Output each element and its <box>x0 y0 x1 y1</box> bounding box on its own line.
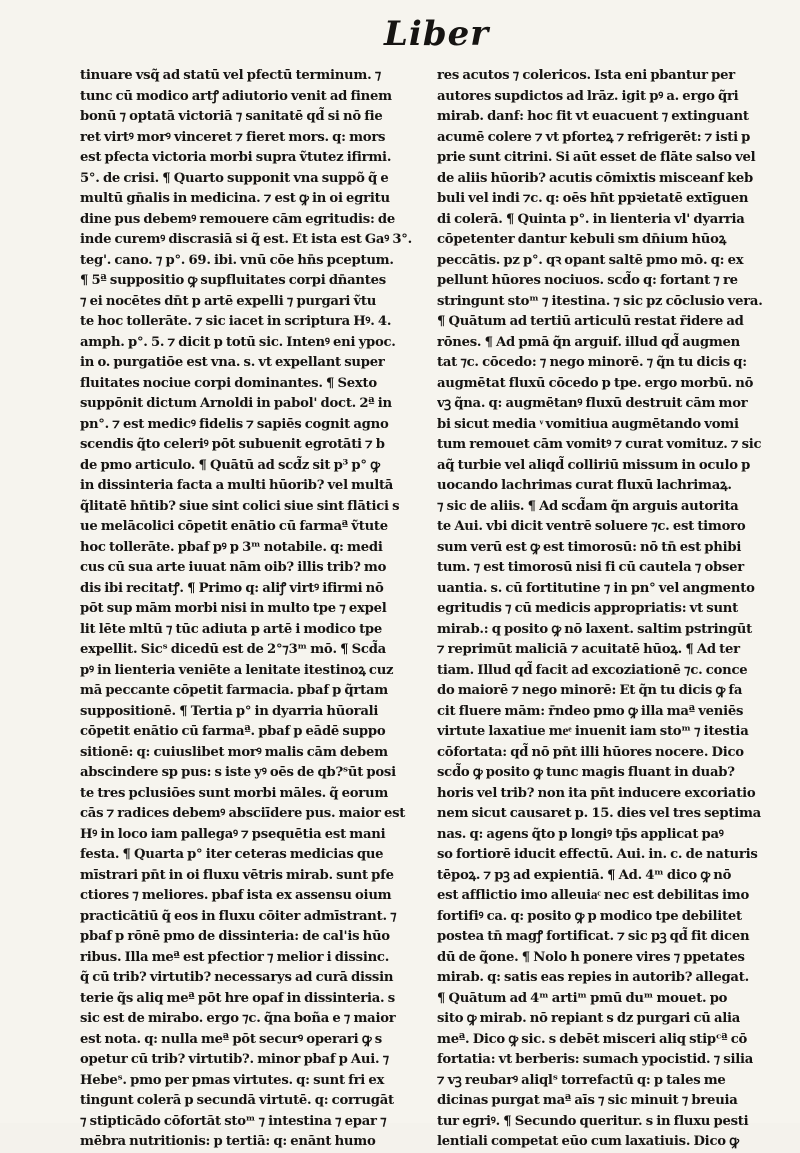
text-line: scendis q̃to celeriꝰ pōt subuenit egrotāti ⁊ b <box>80 437 385 452</box>
text-line: te tres pclusiōes sunt morbi māles. q̃ eorum <box>80 785 389 801</box>
text-line: ¶ Quātum ad tertiū articulū restat r̄idere ad <box>437 314 744 329</box>
text-line: est pfecta victoria morbi supra ṽtutez ifirmi. <box>80 150 392 165</box>
text-line: in o. purgatiōe est vna. s. vt expellant super <box>80 355 385 370</box>
text-line: prie sunt citrini. Si aūt esset de flāte salso vel <box>437 150 756 165</box>
text-line: est afflictio imo alleuiaͨ nec est debilitas imo <box>437 888 750 903</box>
text-line: so fortiorē iducit effectū. Aui. in. c. de naturis <box>437 847 758 862</box>
text-line: ¶ 5ª suppositio ꝙ supfluitates corpi dn̄antes <box>80 273 386 288</box>
text-line: di colerā. ¶ Quinta p°. in lienteria vl' dyarria <box>437 211 745 227</box>
text-line: autores supdictos ad lrāz. igit pꝰ a. ergo q̃ri <box>437 88 739 104</box>
text-line: tum. ⁊ est timorosū nisi fi cū cautela ⁊ obser <box>437 560 744 575</box>
text-line: mirab. danf: hoc fit vt euacuent ⁊ extinguant <box>437 109 749 124</box>
text-line: tunc cū modico artꝭ adiutorio venit ad finem <box>80 88 392 104</box>
text-line: uocando lachrimas curat fluxū lachrimaꝝ. <box>437 478 732 493</box>
text-line: ribus. Illa meª est pfectior ⁊ melior i dissinc. <box>80 949 390 965</box>
text-line: dine pus debemꝰ remouere cām egritudis: de <box>80 211 396 227</box>
text-line: peccātis. pz p°. qꝛ opant saltē pmo mō. q: ex <box>437 252 744 268</box>
text-line: cās ⁊ radices debemꝰ absciīdere pus. maior est <box>80 806 406 821</box>
text-line: ctiores ⁊ meliores. pbaf ista ex assensu oium <box>80 888 392 903</box>
page-header-title: Liber <box>384 14 490 54</box>
text-line: Hebeˢ. pmo per pmas virtutes. q: sunt fri ex <box>80 1072 385 1088</box>
text-line: tat ⁊c. cōcedo: ⁊ nego minorē. ⁊ q̃n tu dicis q: <box>437 355 747 370</box>
text-line: amph. p°. 5. ⁊ dicit p totū sic. Intenꝰ eni ypoc. <box>80 334 396 350</box>
text-line: pꝰ in lienteria veniēte a lenitate itestinoꝝ cuz <box>80 662 394 678</box>
text-line: buli vel indi ⁊c. q: oēs hn̄t ppꝛietatē extīguen <box>437 191 749 206</box>
text-line: teg'. cano. ⁊ p°. 69. ibi. vnū cōe hn̄s pceptum. <box>80 252 394 268</box>
text-line: do maiorē ⁊ nego minorē: Et q̃n tu dicis ꝙ fa <box>437 683 743 698</box>
text-line: abscindere sp pus: s iste yꝰ oēs de qb?ˢūt posi <box>80 765 396 780</box>
text-line: cōpetenter dantur kebuli sm dn̄ium hūoꝝ <box>437 232 727 247</box>
text-line: bi sicut media ͮ vomitiua augmētando vomi <box>437 416 739 432</box>
text-line: pōt sup mām morbi nisi in multo tpe ⁊ expel <box>80 601 387 616</box>
text-line: multū gn̄alis in medicina. ⁊ est ꝙ in oi egritu <box>80 191 390 206</box>
text-line: sitionē: q: cuiuslibet morꝰ malis cām debem <box>80 744 388 760</box>
text-line: Hꝰ in loco iam pallegaꝰ ⁊ psequētia est mani <box>80 826 386 842</box>
text-line: pbaf p rōnē pmo de dissinteria: de cal'is hūo <box>80 929 390 944</box>
text-line: fortatia: vt berberis: sumach ypocistid. ⁊ silia <box>437 1052 754 1067</box>
text-line: q̃ cū trib? virtutib? necessarys ad curā dissin <box>80 970 394 985</box>
text-line: tiam. Illud qd̃ facit ad excoziationē ⁊c. conce <box>437 662 748 678</box>
text-line: lit lēte mltū ⁊ tūc adiuta p artē i modico tpe <box>80 621 383 637</box>
text-line: de pmo articulo. ¶ Quātū ad scd̃z sit p³ p° ꝙ <box>80 457 380 473</box>
text-line: aq̃ turbie vel aliqd̃ colliriū missum in oculo p <box>437 457 751 473</box>
text-line: suppōnit dictum Arnoldi in pabol' doct. 2ª in <box>80 396 392 411</box>
text-line: lentiali competat eūo cum laxatiuis. Dico ꝙ <box>437 1134 739 1149</box>
text-line: ret virtꝰ morꝰ vinceret ⁊ fieret mors. q: mors <box>80 129 386 145</box>
text-line: te hoc tollerāte. ⁊ sic iacet in scriptura Hꝰ. 4. <box>80 314 392 329</box>
text-line: scd̃o ꝙ posito ꝙ tunc magis fluant in duab? <box>437 765 735 780</box>
left-text-column <box>80 66 428 1153</box>
text-line: acumē colere ⁊ vt pforteꝝ ⁊ refrigerēt: ⁊ isti p <box>437 129 751 145</box>
text-line: bonū ⁊ optatā victoriā ⁊ sanitatē qd̃ si nō fie <box>80 109 383 124</box>
text-line: rōnes. ¶ Ad pmā q̃n arguif. illud qd̃ augmen <box>437 334 741 350</box>
text-line: pn°. ⁊ est medicꝰ fidelis ⁊ sapiēs cognit agno <box>80 416 389 432</box>
text-line: sum verū est ꝙ est timorosū: nō tn̄ est phibi <box>437 539 742 555</box>
text-line: te Aui. vbi dicit ventrē soluere ⁊c. est timoro <box>437 519 746 534</box>
text-line: cōfortata: qd̃ nō pn̄t illi hūores nocere. Dico <box>437 744 744 760</box>
text-line: tinuare vsq̃ ad statū vel pfectū terminum. ⁊ <box>80 68 382 83</box>
text-line: de aliis hūorib? acutis cōmixtis misceanf keb <box>437 170 754 186</box>
text-line: suppositionē. ¶ Tertia p° in dyarria hūorali <box>80 703 379 719</box>
text-line: dū de q̃one. ¶ Nolo h ponere vires ⁊ ppetates <box>437 949 745 965</box>
text-line: cus cū sua arte iuuat nām oib? illis trib? mo <box>80 560 387 575</box>
text-line: sic est de mirabo. ergo ⁊c. q̃na boña e ⁊ maior <box>80 1011 396 1026</box>
text-line: horis vel trib? non ita pn̄t inducere excoriatio <box>437 785 756 801</box>
text-line: ⁊ sic de aliis. ¶ Ad scd̃am q̃n arguis autorita <box>437 498 739 514</box>
text-line: tur egriꝰ. ¶ Secundo queritur. s in fluxu pesti <box>437 1113 749 1129</box>
text-line: dis ibi recitatꝭ. ¶ Primo q: aliꝭ virtꝰ ifirmi nō <box>80 580 384 596</box>
text-line: meª. Dico ꝙ sic. s debēt misceri aliq stipᶜª cō <box>437 1031 748 1047</box>
text-line: ⁊ reprimūt maliciā ⁊ acuitatē hūoꝝ. ¶ Ad ter <box>437 642 740 657</box>
text-line: nas. q: agens q̃to p longiꝰ tp̄s applicat paꝰ <box>437 826 724 842</box>
text-line: est nota. q: nulla meª pōt securꝰ operari ꝙ s <box>80 1031 382 1047</box>
text-line: q̃litatē hn̄tib? siue sint colici siue sint flātici s <box>80 498 400 514</box>
text-line: opetur cū trib? virtutib?. minor pbaf p Aui. ⁊ <box>80 1052 389 1067</box>
text-line: nem sicut causaret p. 15. dies vel tres septima <box>437 806 761 821</box>
text-line: ⁊ stipticādo cōfortāt stoᵐ ⁊ intestina ⁊ epar ⁊ <box>80 1113 387 1129</box>
right-text-column <box>437 66 775 1153</box>
text-line: tum remouet cām vomitꝰ ⁊ curat vomituz. ⁊ sic <box>437 437 762 452</box>
text-line: tēpoꝝ. ⁊ pꝫ ad expientiā. ¶ Ad. 4ᵐ dico ꝙ nō <box>437 867 732 883</box>
text-line: practicātiū q̃ eos in fluxu cōiter admīstrant. ⁊ <box>80 908 397 924</box>
text-line: tingunt colerā p secundā virtutē. q: corrugāt <box>80 1093 394 1108</box>
text-line: fortifiꝰ ca. q: posito ꝙ p modico tpe debilitet <box>437 908 742 924</box>
text-line: mirab.: q posito ꝙ nō laxent. saltim pstringūt <box>437 621 752 637</box>
text-line: cit fluere mām: r̄ndeo pmo ꝙ illa maª veniēs <box>437 703 744 719</box>
text-line: cōpetit enātio cū farmaª. pbaf p eādē suppo <box>80 724 386 739</box>
text-line: ⁊ vꝫ reubarꝰ aliqlˢ torrefactū q: p tales me <box>437 1072 726 1088</box>
text-line: festa. ¶ Quarta p° iter ceteras medicias que <box>80 847 384 862</box>
text-line: mīstrari pn̄t in oi fluxu vētris mirab. sunt pfe <box>80 867 394 883</box>
text-line: uantia. s. cū fortitutine ⁊ in pn° vel angmento <box>437 580 755 596</box>
text-line: inde curemꝰ discrasiā si q̃ est. Et ista est Gaꝰ 3°. <box>80 232 412 247</box>
text-line: virtute laxatiue meͤ inuenit iam stoᵐ ⁊ itestia <box>437 724 749 739</box>
text-line: mā peccante cōpetit farmacia. pbaf p q̃rtam <box>80 683 388 698</box>
text-line: postea tn̄ magꝭ fortificat. ⁊ sic pꝫ qd̃ fit dicen <box>437 929 750 944</box>
text-line: res acutos ⁊ colericos. Ista eni pbantur per <box>437 68 735 83</box>
text-line: sito ꝙ mirab. nō repiant s dz purgari cū alia <box>437 1011 741 1026</box>
text-line: ¶ Quātum ad 4ᵐ artiᵐ pmū duᵐ mouet. po <box>437 990 728 1006</box>
text-line: vꝫ q̃na. q: augmētanꝰ fluxū destruit cām mor <box>437 396 748 411</box>
text-line: egritudis ⁊ cū medicis appropriatis: vt sunt <box>437 601 738 616</box>
text-line: augmētat fluxū cōcedo p tpe. ergo morbū. nō <box>437 375 754 391</box>
text-line: mirab. q: satis eas repies in autorib? allegat. <box>437 970 749 985</box>
text-line: 5°. de crisi. ¶ Quarto supponit vna suppõ q̃ e <box>80 170 389 186</box>
text-line: ⁊ ei nocētes dn̄t p artē expelli ⁊ purgari ṽtu <box>80 293 377 309</box>
text-line: stringunt stoᵐ ⁊ itestina. ⁊ sic pz cōclusio vera. <box>437 293 763 309</box>
text-line: terie q̃s aliq meª pōt hre opaf in dissinteria. s <box>80 990 395 1006</box>
text-line: expellit. Sicˢ dicedū est de 2°⁊3ᵐ mō. ¶ Scd̃a <box>80 642 386 657</box>
text-line: in dissinteria facta a multi hūorib? vel multā <box>80 478 394 493</box>
text-line: dicinas purgat maª aīs ⁊ sic minuit ⁊ breuia <box>437 1093 738 1108</box>
text-line: ue melācolici cōpetit enātio cū farmaª ṽtute <box>80 519 388 534</box>
text-line: fluitates nociue corpi dominantes. ¶ Sexto <box>80 375 377 391</box>
text-line: pellunt hūores nociuos. scd̃o q: fortant ⁊ re <box>437 273 738 288</box>
text-line: hoc tollerāte. pbaf pꝰ p 3ᵐ notabile. q: medi <box>80 539 383 555</box>
text-line: mēbra nutritionis: p tertiā: q: enānt humo <box>80 1134 376 1149</box>
